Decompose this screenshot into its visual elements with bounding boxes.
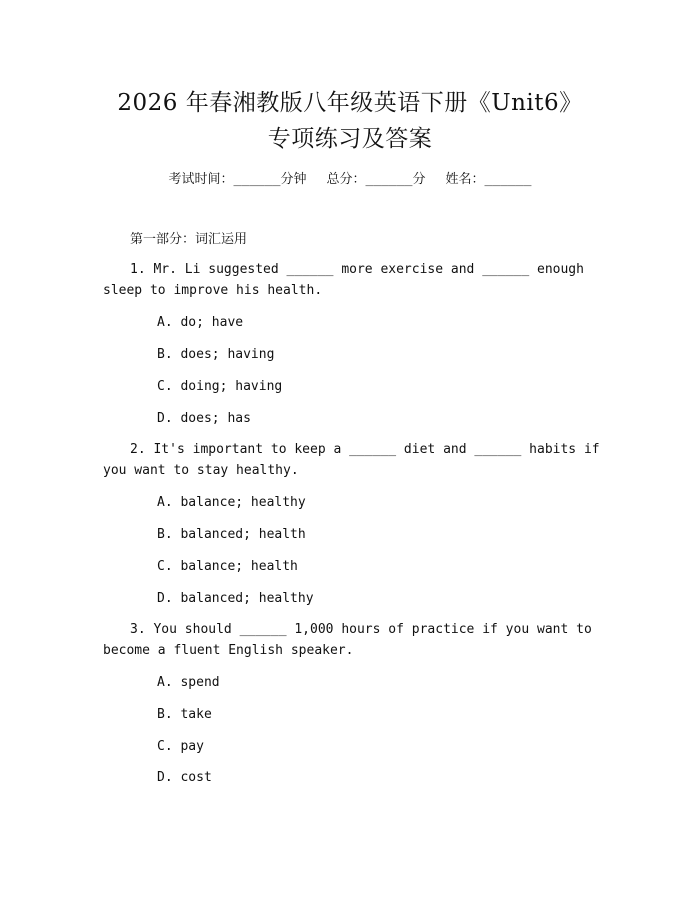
question-3-option-c: C. pay xyxy=(157,739,204,754)
section-title: 第一部分：词汇运用 xyxy=(130,232,248,247)
question-1-option-d: D. does; has xyxy=(157,411,251,426)
question-3-option-d: D. cost xyxy=(157,770,212,785)
exam-score-field: 总分：______分 xyxy=(326,172,426,187)
document-title-line1: 2026 年春湘教版八年级英语下册《Unit6》 xyxy=(117,90,583,116)
question-2-option-d: D. balanced; healthy xyxy=(157,591,314,606)
question-2-option-b: B. balanced; health xyxy=(157,527,306,542)
question-2-option-a: A. balance; healthy xyxy=(157,495,306,510)
document-title-line2: 专项练习及答案 xyxy=(267,126,433,152)
question-3-option-a: A. spend xyxy=(157,675,220,690)
exam-time-field: 考试时间：______分钟 xyxy=(168,172,307,187)
question-1-option-b: B. does; having xyxy=(157,347,275,362)
question-1: 1. Mr. Li suggested ______ more exercise and ______ enough sleep to improve his health. xyxy=(103,262,584,298)
question-3-option-b: B. take xyxy=(157,707,212,722)
question-1-option-c: C. doing; having xyxy=(157,379,283,394)
exam-info-line xyxy=(0,168,700,187)
question-1-option-a: A. do; have xyxy=(157,315,244,330)
exam-name-field: 姓名：______ xyxy=(445,172,532,187)
question-3: 3. You should ______ 1,000 hours of practice if you want to become a fluent English speaker. xyxy=(103,622,592,658)
question-2-option-c: C. balance; health xyxy=(157,559,298,574)
question-2: 2. It's important to keep a ______ diet and ______ habits if you want to stay healthy. xyxy=(103,442,600,478)
